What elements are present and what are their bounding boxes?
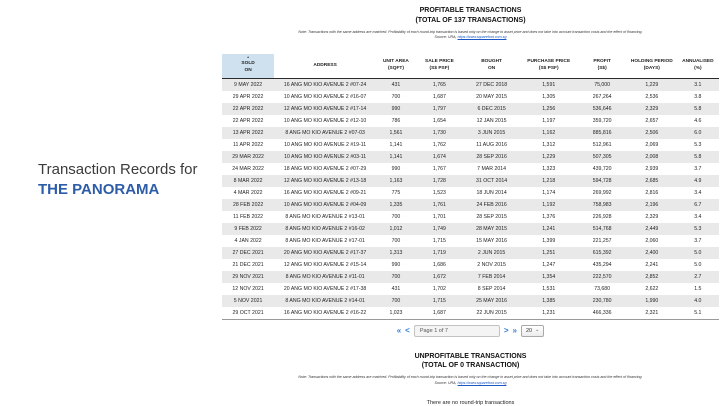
- cell-address: 8 ANG MO KIO AVENUE 2 #17-01: [285, 237, 365, 244]
- cell-purchase-price: 1,229: [542, 153, 556, 160]
- cell-purchase-price: 1,312: [542, 141, 556, 148]
- cell-unit-area: 700: [391, 93, 401, 100]
- cell-bought-on: 27 DEC 2018: [476, 81, 508, 88]
- table-row: [222, 283, 719, 295]
- cell-sale-price: 1,719: [432, 249, 446, 256]
- cell-unit-area: 431: [391, 81, 401, 88]
- cell-purchase-price: 1,174: [542, 189, 556, 196]
- cell-profit: 536,646: [592, 105, 612, 112]
- cell-profit: 226,928: [592, 213, 612, 220]
- cell-address: 12 ANG MO KIO AVENUE 2 #17-14: [283, 105, 367, 112]
- cell-profit: 512,961: [592, 141, 612, 148]
- cell-sale-price: 1,767: [432, 165, 446, 172]
- cell-purchase-price: 1,218: [542, 177, 556, 184]
- cell-sold-on: 4 MAR 2022: [233, 189, 263, 196]
- cell-sold-on: 13 APR 2022: [232, 129, 264, 136]
- note-source-prefix-2: Source: URA,: [434, 381, 458, 386]
- cell-bought-on: 20 MAY 2015: [476, 93, 508, 100]
- profitable-title-line: PROFITABLE TRANSACTIONS: [419, 7, 522, 14]
- cell-profit: 466,336: [592, 309, 612, 316]
- cell-holding-period: 2,400: [645, 249, 659, 256]
- cell-sold-on: 29 OCT 2021: [232, 309, 264, 316]
- cell-sale-price: 1,715: [432, 237, 446, 244]
- cell-address: 20 ANG MO KIO AVENUE 2 #17-38: [283, 285, 367, 292]
- cell-annualised: 3.4: [694, 213, 702, 220]
- table-row: [222, 199, 719, 211]
- first-page-button[interactable]: «: [396, 325, 402, 335]
- column-header-purchase-price[interactable]: [520, 54, 577, 78]
- cell-annualised: 1.5: [694, 285, 702, 292]
- cell-annualised: 4.9: [694, 177, 702, 184]
- table-row: [222, 163, 719, 175]
- table-row: [222, 127, 719, 139]
- next-page-button[interactable]: >: [503, 325, 509, 335]
- cell-holding-period: 2,657: [645, 117, 659, 124]
- cell-profit: 230,780: [592, 297, 612, 304]
- cell-profit: 435,294: [592, 261, 612, 268]
- table-row: [222, 115, 719, 127]
- cell-bought-on: 11 AUG 2016: [476, 141, 507, 148]
- page-indicator-input[interactable]: Page 1 of 7: [414, 325, 500, 337]
- cell-annualised: 5.1: [694, 309, 702, 316]
- cell-unit-area: 1,141: [389, 141, 403, 148]
- cell-sold-on: 29 APR 2022: [232, 93, 264, 100]
- column-sublabel: (SQFT): [387, 66, 404, 72]
- cell-address: 12 ANG MO KIO AVENUE 2 #13-18: [283, 177, 367, 184]
- cell-holding-period: 2,069: [645, 141, 659, 148]
- cell-profit: 514,768: [592, 225, 612, 232]
- cell-bought-on: 2 JUN 2015: [477, 249, 506, 256]
- cell-profit: 594,728: [592, 177, 612, 184]
- profitable-section-title: [222, 6, 719, 26]
- cell-bought-on: 3 JUN 2015: [477, 129, 506, 136]
- table-row: [222, 235, 719, 247]
- cell-purchase-price: 1,531: [542, 285, 556, 292]
- unprofitable-total-line: (TOTAL OF 0 TRANSACTION): [421, 362, 520, 370]
- cell-unit-area: 990: [391, 261, 401, 268]
- column-label: HOLDING PERIOD: [630, 59, 673, 65]
- table-row: [222, 175, 719, 187]
- table-header-row: [222, 54, 719, 78]
- cell-profit: 359,720: [592, 117, 612, 124]
- property-name: THE PANORAMA: [38, 181, 160, 199]
- cell-annualised: 3.1: [694, 81, 702, 88]
- cell-bought-on: 6 DEC 2015: [477, 105, 506, 112]
- sort-ascending-icon: ▲: [246, 55, 250, 60]
- cell-holding-period: 2,008: [645, 153, 659, 160]
- note-source-prefix: Source: URA,: [434, 35, 458, 40]
- column-sublabel: ON: [244, 68, 252, 74]
- note-source-line: [222, 35, 719, 41]
- cell-annualised: 5.3: [694, 225, 702, 232]
- page-size-value: 20: [525, 327, 533, 334]
- table-row: [222, 78, 719, 91]
- pagination: [222, 325, 719, 337]
- cell-annualised: 4.0: [694, 297, 702, 304]
- cell-sold-on: 4 JAN 2022: [234, 237, 262, 244]
- cell-unit-area: 1,561: [389, 129, 403, 136]
- cell-annualised: 6.7: [694, 201, 702, 208]
- table-row: [222, 271, 719, 283]
- cell-unit-area: 1,335: [389, 201, 403, 208]
- cell-address: 12 ANG MO KIO AVENUE 2 #15-14: [283, 261, 367, 268]
- cell-purchase-price: 1,197: [542, 117, 556, 124]
- column-sublabel: (DAYS): [643, 66, 660, 72]
- cell-purchase-price: 1,231: [542, 309, 556, 316]
- table-row: [222, 151, 719, 163]
- column-label: ANNUALISED: [682, 59, 714, 65]
- cell-sale-price: 1,762: [432, 141, 446, 148]
- page-title: Transaction Records for: [38, 161, 198, 178]
- cell-unit-area: 700: [391, 213, 401, 220]
- cell-address: 8 ANG MO KIO AVENUE 2 #11-01: [285, 273, 365, 280]
- cell-purchase-price: 1,251: [542, 249, 556, 256]
- cell-unit-area: 1,012: [389, 225, 403, 232]
- column-label: SOLD: [241, 61, 255, 67]
- cell-profit: 615,392: [592, 249, 612, 256]
- cell-unit-area: 1,163: [389, 177, 403, 184]
- column-label: ADDRESS: [313, 62, 337, 68]
- cell-sold-on: 21 DEC 2021: [232, 261, 264, 268]
- cell-address: 8 ANG MO KIO AVENUE 2 #07-03: [285, 129, 365, 136]
- cell-bought-on: 28 MAY 2015: [476, 225, 508, 232]
- cell-address: 10 ANG MO KIO AVENUE 2 #12-10: [283, 117, 367, 124]
- unprofitable-section: [222, 352, 719, 406]
- cell-purchase-price: 1,399: [542, 237, 556, 244]
- cell-purchase-price: 1,247: [542, 261, 556, 268]
- cell-annualised: 3.4: [694, 189, 702, 196]
- cell-unit-area: 431: [391, 285, 401, 292]
- cell-sold-on: 11 FEB 2022: [233, 213, 264, 220]
- squarefoot-link-2[interactable]: https://www.squarefoot.com.sg: [457, 381, 507, 386]
- cell-profit: 758,983: [592, 201, 612, 208]
- column-sublabel: (S$ PSF): [538, 66, 559, 72]
- cell-address: 8 ANG MO KIO AVENUE 2 #13-01: [285, 213, 365, 220]
- cell-holding-period: 2,329: [645, 213, 659, 220]
- cell-sale-price: 1,687: [432, 309, 446, 316]
- cell-bought-on: 24 FEB 2016: [476, 201, 507, 208]
- disclaimer-note-2: [222, 375, 719, 387]
- cell-sale-price: 1,728: [432, 177, 446, 184]
- cell-address: 10 ANG MO KIO AVENUE 2 #04-09: [283, 201, 367, 208]
- column-header-holding-period[interactable]: [627, 54, 677, 78]
- profitable-total-line: (TOTAL OF 137 TRANSACTIONS): [415, 16, 526, 24]
- cell-holding-period: 2,196: [645, 201, 659, 208]
- column-header-annualised[interactable]: [677, 54, 719, 78]
- cell-profit: 439,720: [592, 165, 612, 172]
- cell-annualised: 5.0: [694, 261, 702, 268]
- column-header-profit[interactable]: [577, 54, 627, 78]
- cell-sold-on: 24 MAR 2022: [232, 165, 264, 172]
- cell-purchase-price: 1,192: [542, 201, 556, 208]
- cell-holding-period: 1,229: [645, 81, 659, 88]
- column-sublabel: (S$ PSF): [429, 66, 450, 72]
- cell-holding-period: 2,622: [645, 285, 659, 292]
- cell-sale-price: 1,749: [432, 225, 446, 232]
- cell-address: 16 ANG MO KIO AVENUE 2 #09-21: [283, 189, 367, 196]
- no-transactions-message: There are no round-trip transactions: [426, 399, 515, 406]
- cell-profit: 269,992: [592, 189, 612, 196]
- cell-bought-on: 28 SEP 2016: [476, 153, 507, 160]
- note-source-line-2: [222, 381, 719, 387]
- page-size-select[interactable]: [521, 325, 544, 337]
- cell-bought-on: 8 SEP 2014: [477, 285, 506, 292]
- cell-address: 20 ANG MO KIO AVENUE 2 #17-37: [283, 249, 367, 256]
- chevron-down-icon: ⌄: [535, 327, 540, 334]
- cell-annualised: 4.6: [694, 117, 702, 124]
- cell-sold-on: 9 MAY 2022: [234, 81, 263, 88]
- column-sublabel: (S$): [597, 66, 607, 72]
- cell-holding-period: 2,852: [645, 273, 659, 280]
- unprofitable-title-line: UNPROFITABLE TRANSACTIONS: [414, 352, 527, 360]
- table-row: [222, 247, 719, 259]
- cell-unit-area: 700: [391, 297, 401, 304]
- cell-sale-price: 1,761: [432, 201, 446, 208]
- column-header-unit-area[interactable]: [376, 54, 416, 78]
- table-row: [222, 211, 719, 223]
- cell-bought-on: 28 SEP 2015: [476, 213, 507, 220]
- cell-sale-price: 1,765: [432, 81, 446, 88]
- cell-sale-price: 1,672: [432, 273, 446, 280]
- cell-purchase-price: 1,376: [542, 213, 556, 220]
- cell-bought-on: 25 MAY 2016: [476, 297, 508, 304]
- column-sublabel: ON: [487, 66, 496, 72]
- table-row: [222, 259, 719, 271]
- cell-purchase-price: 1,162: [542, 129, 556, 136]
- note-text: Note: Transactions with the same address are matched. Profitability of each round-trip transaction is based only on the change in asset price and does not take into account transaction costs and the effect of financing.: [298, 29, 643, 34]
- cell-sale-price: 1,715: [432, 297, 446, 304]
- cell-purchase-price: 1,241: [542, 225, 556, 232]
- cell-bought-on: 7 MAR 2014: [477, 165, 506, 172]
- cell-profit: 885,816: [592, 129, 612, 136]
- cell-sold-on: 12 NOV 2021: [232, 285, 264, 292]
- cell-bought-on: 22 JUN 2015: [476, 309, 507, 316]
- cell-holding-period: 2,685: [645, 177, 659, 184]
- column-header-address[interactable]: [274, 54, 376, 78]
- cell-sale-price: 1,730: [432, 129, 446, 136]
- cell-unit-area: 775: [391, 189, 401, 196]
- cell-holding-period: 2,060: [645, 237, 659, 244]
- table-row: [222, 139, 719, 151]
- cell-sold-on: 11 APR 2022: [232, 141, 264, 148]
- cell-annualised: 6.0: [694, 129, 702, 136]
- cell-address: 16 ANG MO KIO AVENUE 2 #07-24: [283, 81, 367, 88]
- cell-annualised: 3.8: [694, 93, 702, 100]
- table-row: [222, 187, 719, 199]
- table-row: [222, 295, 719, 307]
- cell-holding-period: 2,939: [645, 165, 659, 172]
- cell-holding-period: 2,449: [645, 225, 659, 232]
- cell-bought-on: 12 JAN 2015: [476, 117, 507, 124]
- profitable-transactions-table: [222, 54, 719, 320]
- cell-sold-on: 27 DEC 2021: [232, 249, 264, 256]
- cell-purchase-price: 1,354: [542, 273, 556, 280]
- column-header-bought-on[interactable]: [463, 54, 520, 78]
- cell-sale-price: 1,654: [432, 117, 446, 124]
- cell-bought-on: 31 OCT 2014: [476, 177, 508, 184]
- cell-purchase-price: 1,256: [542, 105, 556, 112]
- cell-address: 18 ANG MO KIO AVENUE 2 #07-29: [283, 165, 367, 172]
- squarefoot-link[interactable]: https://www.squarefoot.com.sg: [457, 35, 507, 40]
- cell-sold-on: 28 FEB 2022: [232, 201, 264, 208]
- cell-bought-on: 15 MAY 2016: [476, 237, 508, 244]
- cell-sold-on: 22 APR 2022: [232, 117, 264, 124]
- cell-sold-on: 5 NOV 2021: [233, 297, 263, 304]
- cell-unit-area: 700: [391, 237, 401, 244]
- column-header-sold-on[interactable]: [222, 54, 274, 78]
- table-row: [222, 307, 719, 320]
- last-page-button[interactable]: »: [512, 325, 517, 335]
- cell-purchase-price: 1,385: [542, 297, 556, 304]
- cell-address: 10 ANG MO KIO AVENUE 2 #03-11: [284, 153, 367, 160]
- cell-bought-on: 7 FEB 2014: [477, 273, 506, 280]
- cell-annualised: 5.0: [694, 249, 702, 256]
- cell-unit-area: 786: [391, 117, 401, 124]
- cell-address: 8 ANG MO KIO AVENUE 2 #16-02: [285, 225, 365, 232]
- cell-holding-period: 2,816: [645, 189, 659, 196]
- cell-annualised: 3.7: [694, 165, 702, 172]
- cell-holding-period: 1,990: [645, 297, 659, 304]
- column-header-sale-price[interactable]: [416, 54, 463, 78]
- column-sublabel: (%): [694, 66, 702, 72]
- column-label: BOUGHT: [481, 59, 502, 65]
- cell-sale-price: 1,687: [432, 93, 446, 100]
- cell-sold-on: 22 APR 2022: [232, 105, 264, 112]
- cell-profit: 221,257: [592, 237, 612, 244]
- cell-profit: 507,305: [592, 153, 612, 160]
- cell-sold-on: 29 MAR 2022: [232, 153, 264, 160]
- cell-profit: 222,570: [592, 273, 612, 280]
- cell-holding-period: 2,241: [645, 261, 659, 268]
- cell-purchase-price: 1,305: [542, 93, 556, 100]
- cell-holding-period: 2,321: [645, 309, 659, 316]
- table-row: [222, 223, 719, 235]
- cell-holding-period: 2,506: [645, 129, 659, 136]
- left-panel: [38, 160, 198, 201]
- table-row: [222, 103, 719, 115]
- cell-annualised: 3.7: [694, 237, 702, 244]
- cell-sale-price: 1,797: [432, 105, 446, 112]
- cell-annualised: 2.7: [694, 273, 702, 280]
- cell-sale-price: 1,701: [432, 213, 446, 220]
- cell-holding-period: 2,329: [645, 105, 659, 112]
- cell-address: 10 ANG MO KIO AVENUE 2 #16-07: [283, 93, 367, 100]
- cell-profit: 267,264: [592, 93, 612, 100]
- cell-holding-period: 2,536: [645, 93, 659, 100]
- cell-sold-on: 8 MAR 2022: [233, 177, 263, 184]
- cell-annualised: 5.8: [694, 153, 702, 160]
- cell-unit-area: 990: [391, 105, 401, 112]
- cell-profit: 75,000: [594, 81, 611, 88]
- column-label: PURCHASE PRICE: [527, 59, 571, 65]
- cell-unit-area: 1,023: [389, 309, 403, 316]
- cell-annualised: 5.3: [694, 141, 702, 148]
- cell-bought-on: 2 NOV 2015: [477, 261, 506, 268]
- table-row: [222, 91, 719, 103]
- column-label: SALE PRICE: [425, 59, 454, 65]
- cell-address: 8 ANG MO KIO AVENUE 2 #14-01: [285, 297, 365, 304]
- cell-sale-price: 1,674: [432, 153, 446, 160]
- disclaimer-note: [222, 30, 719, 42]
- cell-sold-on: 9 FEB 2022: [234, 225, 262, 232]
- cell-address: 16 ANG MO KIO AVENUE 2 #16-22: [283, 309, 367, 316]
- cell-sold-on: 29 NOV 2021: [232, 273, 264, 280]
- cell-bought-on: 18 JUN 2014: [476, 189, 507, 196]
- cell-purchase-price: 1,591: [542, 81, 556, 88]
- previous-page-button[interactable]: <: [405, 325, 410, 335]
- cell-sale-price: 1,686: [432, 261, 446, 268]
- note-text-2: Note: Transactions with the same address are matched. Profitability of each round-trip transaction is based only on the change in asset price and does not take into account transaction costs and the effect of financing.: [298, 375, 643, 380]
- cell-sale-price: 1,523: [432, 189, 446, 196]
- cell-address: 10 ANG MO KIO AVENUE 2 #19-11: [284, 141, 367, 148]
- cell-annualised: 5.8: [694, 105, 702, 112]
- unprofitable-section-title: [222, 352, 719, 372]
- column-label: UNIT AREA: [382, 59, 409, 65]
- cell-unit-area: 990: [391, 165, 401, 172]
- cell-sale-price: 1,702: [432, 285, 446, 292]
- transactions-report: [222, 6, 719, 406]
- cell-unit-area: 700: [391, 273, 401, 280]
- cell-profit: 73,680: [594, 285, 611, 292]
- cell-unit-area: 1,141: [389, 153, 403, 160]
- column-label: PROFIT: [593, 59, 611, 65]
- cell-unit-area: 1,313: [389, 249, 403, 256]
- cell-purchase-price: 1,323: [542, 165, 556, 172]
